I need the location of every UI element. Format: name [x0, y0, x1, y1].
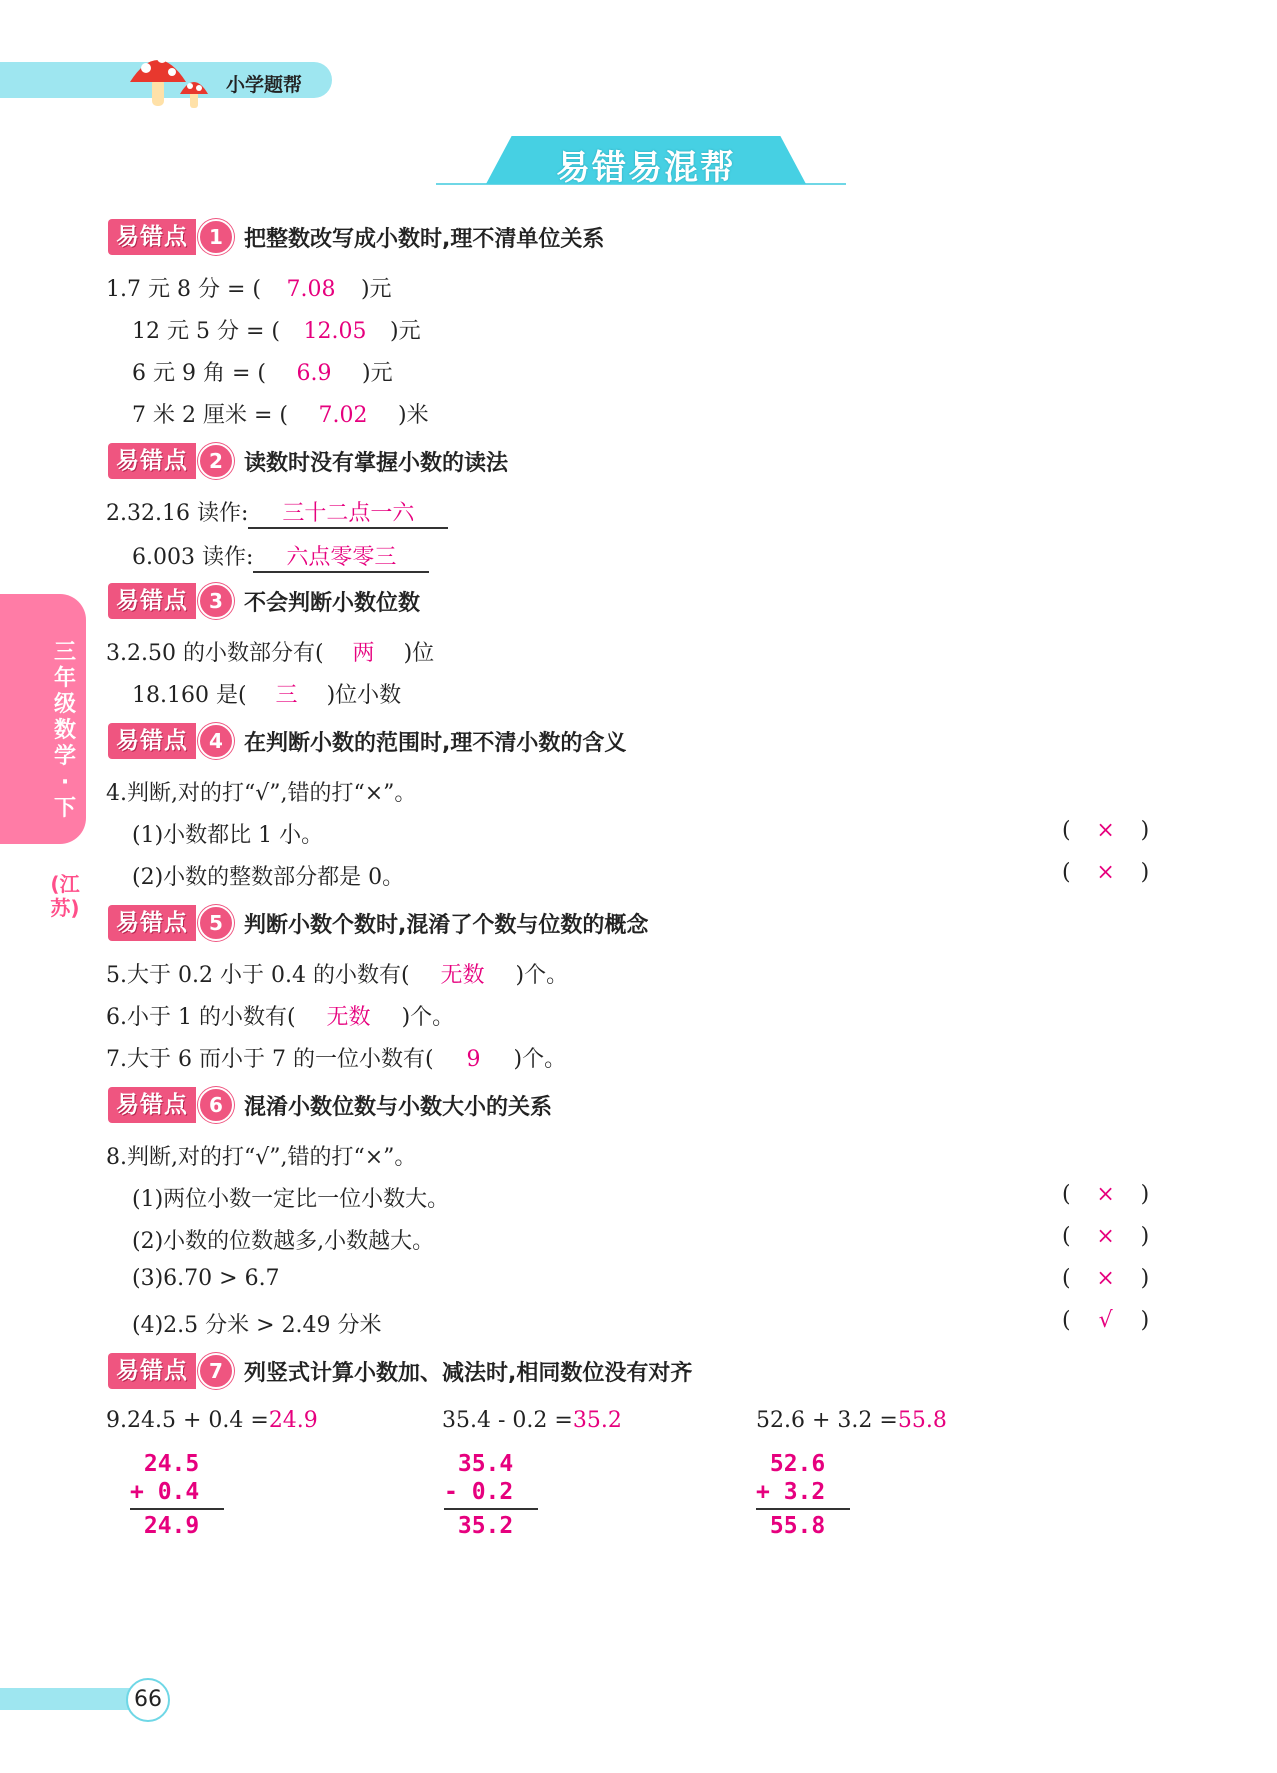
judge-item: (1)两位小数一定比一位小数大。 [132, 1187, 450, 1212]
answer: 24.9 [268, 1408, 318, 1433]
question-line: 5.大于 0.2 小于 0.4 的小数有( 无数 )个。 [106, 958, 568, 989]
question-line: 1.7 元 8 分 = ( 7.08 )元 [106, 277, 392, 302]
answer: 12.05 [303, 319, 367, 344]
question-line: 12 元 5 分 = ( 12.05 )元 [132, 319, 421, 344]
calc-expression: 35.4 - 0.2 =35.2 [442, 1408, 622, 1433]
vertical-calc-operand: + 0.4 [130, 1479, 200, 1505]
question-line: 2.32.16 读作: 三十二点一六 [106, 496, 448, 529]
section-number: 6 [198, 1087, 234, 1123]
side-grade-label: 三年级数学·下 [53, 640, 76, 821]
section-header-7 [108, 1352, 692, 1390]
judge-item: (2)小数的整数部分都是 0。 [132, 865, 405, 890]
question-line: 6.小于 1 的小数有( 无数 )个。 [106, 1000, 454, 1031]
judge-item: (3)6.70 > 6.7 [132, 1266, 280, 1291]
question-stem: 8.判断,对的打“√”,错的打“×”。 [106, 1145, 417, 1170]
judge-answer: ( √ ) [1062, 1308, 1150, 1333]
answer: 7.02 [318, 403, 368, 428]
question-line: 7.大于 6 而小于 7 的一位小数有( 9 )个。 [106, 1047, 567, 1072]
section-badge: 易错点 [108, 1087, 196, 1123]
answer: 9 [466, 1047, 481, 1072]
question-line: 6 元 9 角 = ( 6.9 )元 [132, 361, 393, 386]
section-badge: 易错点 [108, 723, 196, 759]
answer: 35.2 [572, 1408, 622, 1433]
answer: 无数 [440, 963, 485, 988]
answer: 55.8 [897, 1408, 947, 1433]
answer: 六点零零三 [253, 540, 429, 573]
answer: 7.08 [286, 277, 336, 302]
question-line: 18.160 是( 三 )位小数 [132, 678, 401, 709]
judge-item: (2)小数的位数越多,小数越大。 [132, 1229, 435, 1254]
section-title: 读数时没有掌握小数的读法 [244, 450, 509, 476]
section-header-3 [108, 582, 420, 620]
section-header-5 [108, 904, 648, 942]
mushroom-icon [128, 44, 216, 114]
judge-answer: ( × ) [1062, 818, 1150, 843]
section-number: 5 [198, 905, 234, 941]
question-stem: 4.判断,对的打“√”,错的打“×”。 [106, 781, 417, 806]
page-title: 易错易混帮 [556, 148, 736, 188]
section-header-2 [108, 442, 508, 480]
calc-expression: 9.24.5 + 0.4 =24.9 [106, 1408, 318, 1433]
answer: 两 [352, 641, 375, 666]
section-badge: 易错点 [108, 1353, 196, 1389]
vertical-calc-top: 35.4 [444, 1451, 514, 1477]
judge-item: (4)2.5 分米 > 2.49 分米 [132, 1313, 382, 1338]
section-badge: 易错点 [108, 219, 196, 255]
calc-rule [444, 1508, 538, 1510]
question-line: 3.2.50 的小数部分有( 两 )位 [106, 636, 434, 667]
judge-item: (1)小数都比 1 小。 [132, 823, 324, 848]
calc-expression: 52.6 + 3.2 =55.8 [756, 1408, 947, 1433]
section-badge: 易错点 [108, 583, 196, 619]
section-title: 混淆小数位数与小数大小的关系 [244, 1094, 553, 1120]
section-title: 不会判断小数位数 [244, 590, 421, 616]
vertical-calc-top: 24.5 [130, 1451, 200, 1477]
vertical-calc-result: 24.9 [130, 1513, 200, 1539]
section-number: 1 [198, 219, 234, 255]
section-number: 2 [198, 443, 234, 479]
section-badge: 易错点 [108, 443, 196, 479]
vertical-calc-result: 55.8 [756, 1513, 826, 1539]
judge-answer: ( × ) [1062, 1224, 1150, 1249]
answer: 三十二点一六 [248, 496, 448, 529]
judge-answer: ( × ) [1062, 1182, 1150, 1207]
section-title: 判断小数个数时,混淆了个数与位数的概念 [244, 912, 649, 938]
section-header-6 [108, 1086, 552, 1124]
section-number: 7 [198, 1353, 234, 1389]
vertical-calc-top: 52.6 [756, 1451, 826, 1477]
question-line: 7 米 2 厘米 = ( 7.02 )米 [132, 403, 429, 428]
footer-band [0, 1688, 140, 1710]
answer: 6.9 [296, 361, 332, 386]
calc-rule [756, 1508, 850, 1510]
section-header-1 [108, 218, 604, 256]
judge-answer: ( × ) [1062, 860, 1150, 885]
vertical-calc-result: 35.2 [444, 1513, 514, 1539]
section-number: 4 [198, 723, 234, 759]
brand-label: 小学题帮 [226, 74, 303, 96]
page-number: 66 [126, 1678, 170, 1722]
section-title: 把整数改写成小数时,理不清单位关系 [244, 226, 605, 252]
section-title: 在判断小数的范围时,理不清小数的含义 [244, 730, 627, 756]
side-province-label: (江苏) [50, 872, 80, 920]
section-badge: 易错点 [108, 905, 196, 941]
vertical-calc-operand: + 3.2 [756, 1479, 826, 1505]
question-line: 6.003 读作: 六点零零三 [132, 540, 429, 573]
calc-rule [130, 1508, 224, 1510]
vertical-calc-operand: - 0.2 [444, 1479, 514, 1505]
answer: 三 [275, 683, 298, 708]
section-header-4 [108, 722, 626, 760]
judge-answer: ( × ) [1062, 1266, 1150, 1291]
section-title: 列竖式计算小数加、减法时,相同数位没有对齐 [244, 1360, 693, 1386]
answer: 无数 [326, 1005, 371, 1030]
section-number: 3 [198, 583, 234, 619]
